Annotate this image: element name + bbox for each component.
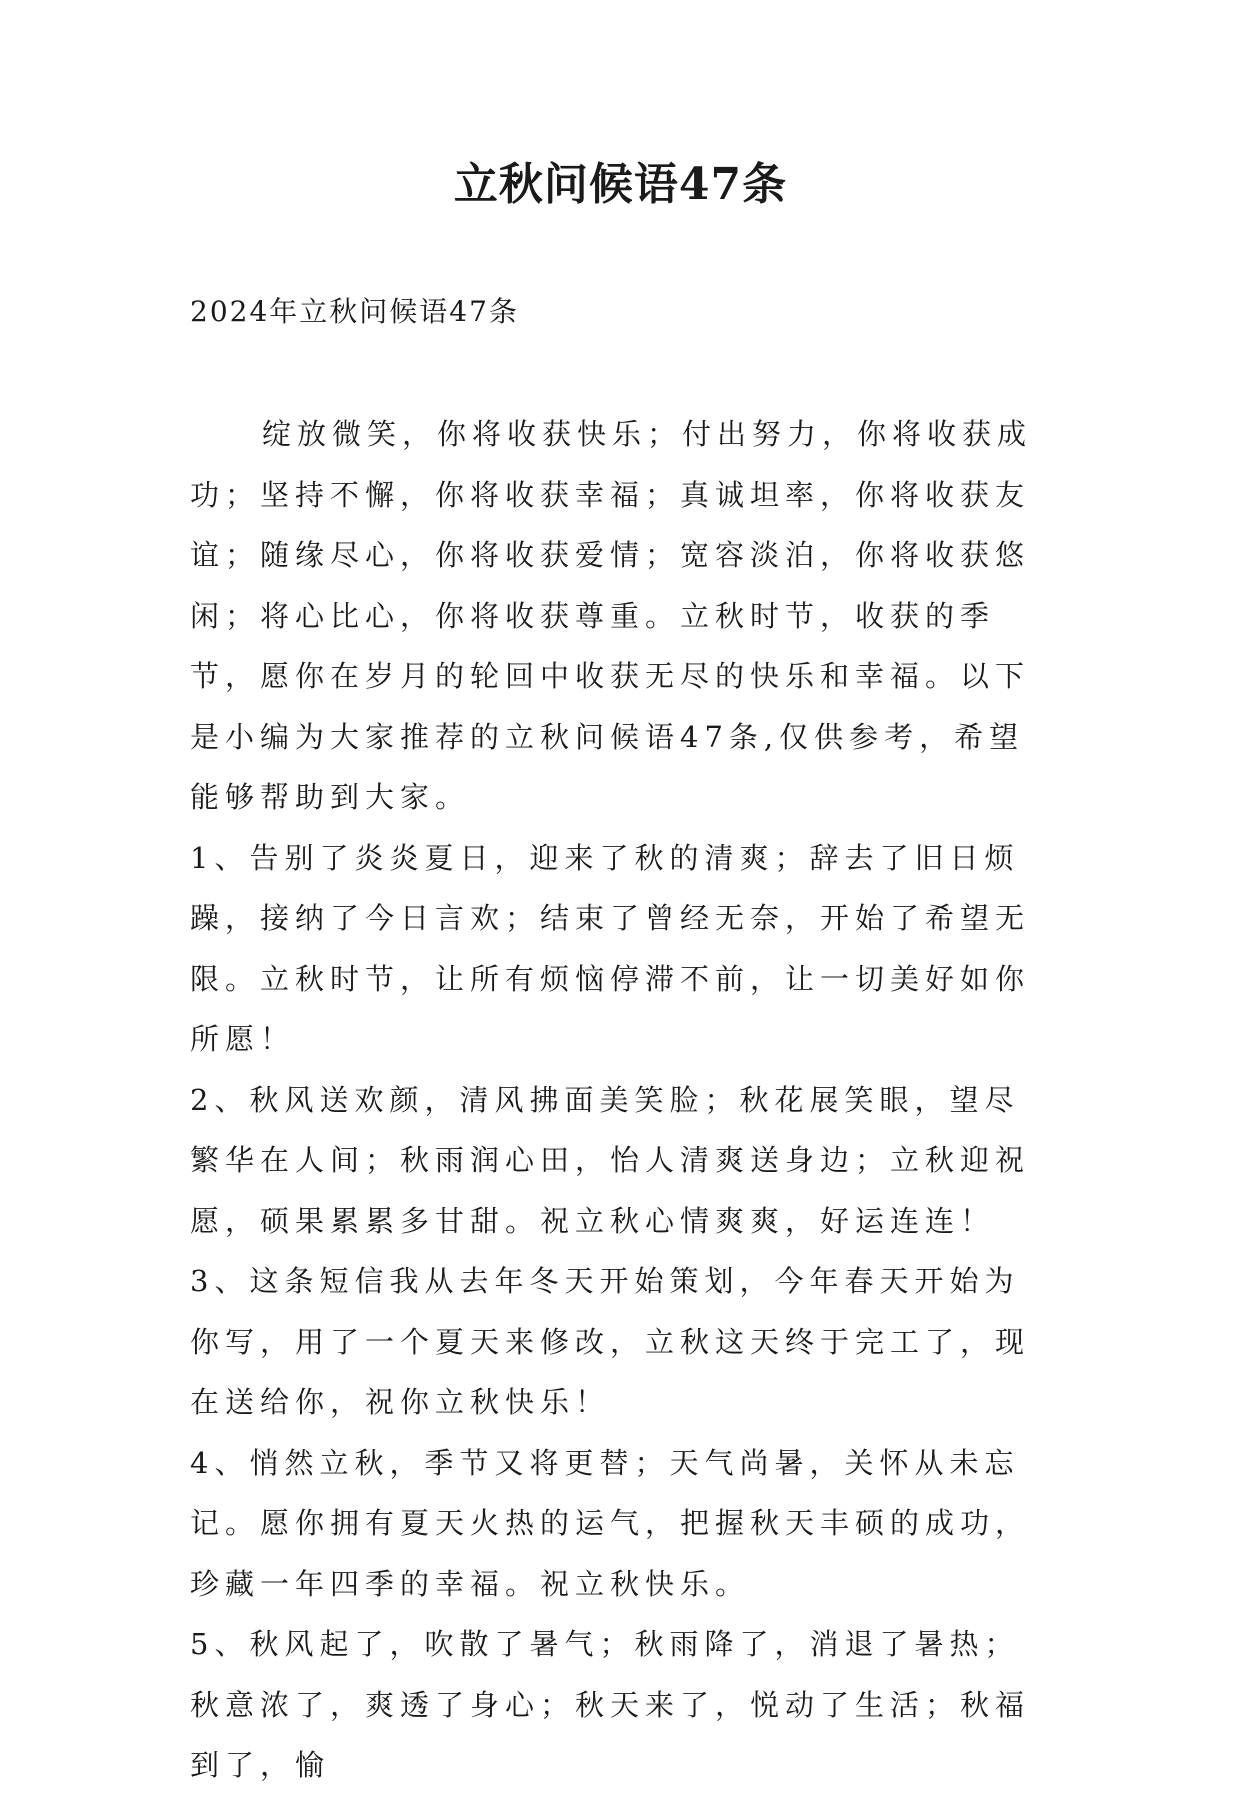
list-item: 1、告别了炎炎夏日，迎来了秋的清爽；辞去了旧日烦躁，接纳了今日言欢；结束了曾经无奈，开始了希望无限。立秋时节，让所有烦恼停滞不前，让一切美好如你所愿！ [190, 840, 1031, 1056]
document-body [190, 404, 1050, 1796]
document-subtitle: 2024年立秋问候语47条 [190, 295, 519, 328]
list-item: 4、悄然立秋，季节又将更替；天气尚暑，关怀从未忘记。愿你拥有夏天火热的运气，把握秋天丰硕的成功，珍藏一年四季的幸福。祝立秋快乐。 [190, 1445, 1031, 1601]
document-title: 立秋问候语47条 [453, 159, 788, 210]
list-item: 2、秋风送欢颜，清风拂面美笑脸；秋花展笑眼，望尽繁华在人间；秋雨润心田，怡人清爽送身边；立秋迎祝愿，硕果累累多甘甜。祝立秋心情爽爽，好运连连！ [190, 1082, 1031, 1238]
list-item: 5、秋风起了，吹散了暑气；秋雨降了，消退了暑热；秋意浓了，爽透了身心；秋天来了，悦动了生活；秋福到了，愉 [190, 1627, 1031, 1782]
intro-paragraph: 绽放微笑，你将收获快乐；付出努力，你将收获成功；坚持不懈，你将收获幸福；真诚坦率，你将收获友谊；随缘尽心，你将收获爱情；宽容淡泊，你将收获悠闲；将心比心，你将收获尊重。立秋时节，收获的季节，愿你在岁月的轮回中收获无尽的快乐和幸福。以下是小编为大家推荐的立秋问候语47条,仅供参考，希望能够帮助到大家。 [190, 417, 1033, 814]
list-item: 3、这条短信我从去年冬天开始策划，今年春天开始为你写，用了一个夏天来修改，立秋这天终于完工了，现在送给你，祝你立秋快乐！ [190, 1264, 1031, 1419]
